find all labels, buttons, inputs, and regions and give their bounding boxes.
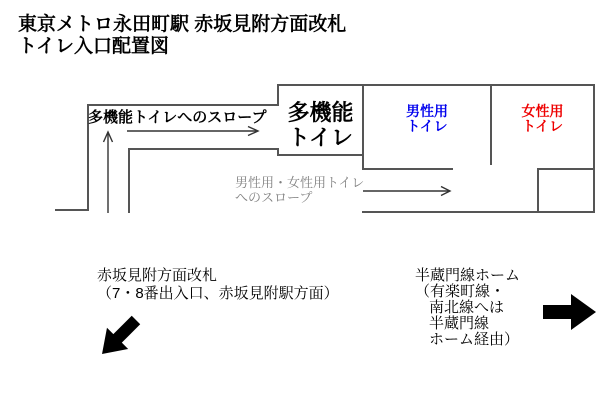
gate-caption-line1: 赤坂見附方面改札 bbox=[97, 267, 218, 284]
wall-niche-left bbox=[537, 168, 539, 213]
platform-caption-line4: 半蔵門線 bbox=[429, 315, 490, 332]
wall-bottom bbox=[362, 211, 595, 213]
multi-slope-arrow-icon bbox=[127, 127, 258, 136]
corridor-up-arrow-icon bbox=[104, 132, 113, 213]
platform-caption-line1: 半蔵門線ホーム bbox=[415, 267, 521, 284]
wall-corridor-inner-top bbox=[128, 148, 279, 150]
page-title-line1: 東京メトロ永田町駅 赤坂見附方面改札 bbox=[18, 14, 347, 35]
platform-caption-line2: （有楽町線・ bbox=[415, 283, 506, 300]
platform-caption-line5: ホーム経由） bbox=[429, 331, 520, 348]
multi-slope-label: 多機能トイレへのスロープ bbox=[88, 109, 267, 126]
wall-corridor-inner-left bbox=[128, 148, 130, 213]
wall-mens-bottom bbox=[362, 168, 453, 170]
page-title-line2: トイレ入口配置図 bbox=[18, 36, 170, 57]
womens-toilet-line1: 女性用 bbox=[521, 103, 564, 119]
gate-caption bbox=[97, 267, 339, 303]
multi-function-toilet-line1: 多機能 bbox=[287, 100, 354, 125]
womens-toilet-line2: トイレ bbox=[521, 118, 564, 134]
mens-womens-slope-arrow-icon bbox=[363, 187, 450, 196]
mens-womens-slope-label bbox=[235, 175, 364, 205]
wall-niche-top bbox=[537, 168, 595, 170]
wall-top bbox=[277, 84, 595, 86]
gate-caption-line2: （7・8番出入口、赤坂見附駅方面） bbox=[97, 285, 339, 302]
platform-direction-arrow-icon bbox=[543, 294, 596, 330]
mens-toilet-line1: 男性用 bbox=[406, 103, 448, 119]
gate-direction-arrow-icon bbox=[91, 309, 146, 364]
wall-multi-bottom bbox=[277, 154, 364, 156]
platform-caption bbox=[415, 268, 520, 348]
multi-function-toilet-label bbox=[277, 100, 364, 150]
multi-function-toilet-line2: トイレ bbox=[288, 125, 353, 150]
mens-toilet-label bbox=[364, 104, 490, 134]
womens-toilet-label bbox=[490, 104, 595, 134]
mens-toilet-line2: トイレ bbox=[406, 118, 448, 134]
platform-caption-line3: 南北線へは bbox=[429, 299, 505, 316]
page-title bbox=[18, 14, 346, 58]
mens-womens-slope-line1: 男性用・女性用トイレ bbox=[235, 175, 365, 190]
mens-womens-slope-line2: へのスロープ bbox=[235, 190, 313, 205]
wall-bottom-left bbox=[55, 209, 89, 211]
